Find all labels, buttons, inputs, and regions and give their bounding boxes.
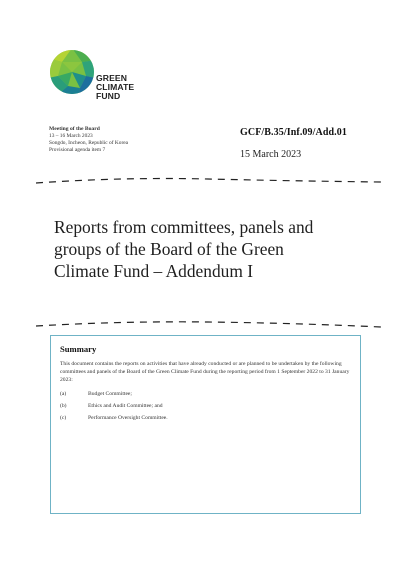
meeting-location: Songdo, Incheon, Republic of Korea [49,140,129,146]
wave-separator-top [36,175,381,187]
list-item-label: (c) [60,415,67,421]
list-item [60,402,351,410]
list-item-label: (a) [60,391,67,397]
meeting-dates: 13 – 16 March 2023 [49,133,93,139]
logo-wordmark [96,74,134,101]
meeting-agenda: Provisional agenda item 7 [49,147,106,153]
logo-line-fund: FUND [96,91,121,101]
logo-line-green: GREEN [96,73,128,83]
title-line-3: Climate Fund – Addendum I [54,261,254,281]
summary-list [60,390,351,422]
wave-separator-bottom [36,318,381,330]
list-item [60,414,351,422]
list-item [60,390,351,398]
globe-icon [48,48,96,96]
document-reference: GCF/B.35/Inf.09/Add.01 [240,127,347,138]
title-line-2: groups of the Board of the Green [54,239,284,259]
logo-line-climate: CLIMATE [96,82,135,92]
document-title [54,216,384,282]
title-line-1: Reports from committees, panels and [54,217,314,237]
list-item-text: Ethics and Audit Committee; and [88,403,163,409]
list-item-text: Budget Committee; [88,391,132,397]
list-item-text: Performance Oversight Committee. [88,415,168,421]
gcf-logo [48,48,148,108]
document-date: 15 March 2023 [240,149,302,160]
summary-box [50,335,361,514]
summary-body: This document contains the reports on activities that have already conducted or are planned to be undertaken by the following committees and panels of the Board of the Green Climate Fund during the reporting period from 1 September 2022 to 31 January 2023: [60,361,350,383]
meeting-info [49,126,209,154]
summary-heading: Summary [60,344,97,354]
list-item-label: (b) [60,403,67,409]
meeting-title: Meeting of the Board [49,126,100,132]
